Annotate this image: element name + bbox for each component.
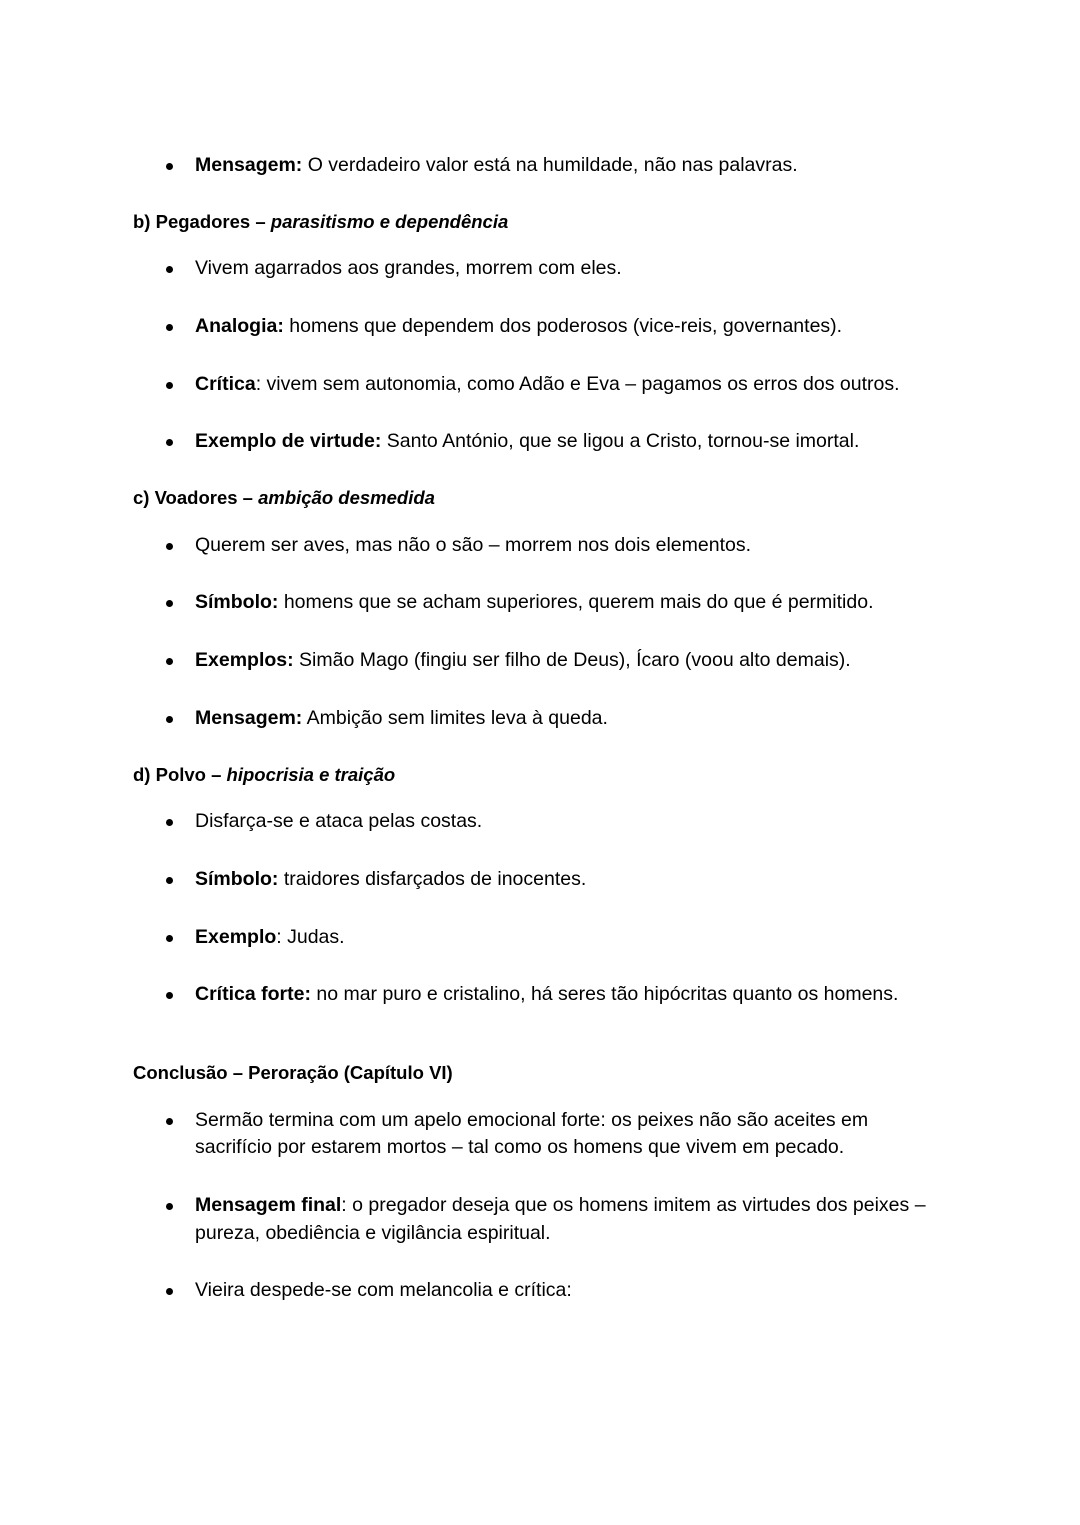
list-item [133, 1107, 945, 1162]
list-item [133, 371, 945, 399]
list-item-lead: Mensagem: [195, 154, 303, 176]
heading-text: Conclusão – Peroração (Capítulo VI) [133, 1061, 453, 1083]
list-item [133, 866, 945, 894]
heading-text: d) Polvo – [133, 763, 227, 785]
bullets-polvo [133, 808, 945, 1009]
list-item-text: Ambição sem limites leva à queda. [302, 706, 608, 729]
list-item-lead: Analogia: [195, 315, 284, 338]
heading-conclusao [133, 1061, 945, 1085]
list-item-lead: Mensagem: [195, 706, 303, 729]
heading-voadores [133, 486, 945, 510]
list-item-lead: Crítica [195, 372, 256, 395]
document-body [133, 152, 945, 1305]
list-item-lead: Exemplo de virtude: [195, 430, 382, 453]
list-item [133, 647, 945, 675]
list-item-text: no mar puro e cristalino, há seres tão hipócritas quanto os homens. [310, 983, 899, 1006]
heading-pegadores [133, 210, 945, 234]
bullets-voadores [133, 532, 945, 733]
list-item [133, 808, 945, 836]
list-item [133, 255, 945, 283]
list-item-lead: Exemplo [195, 925, 277, 948]
list-item [133, 589, 945, 617]
list-item-text: Santo António, que se ligou a Cristo, tornou-se imortal. [381, 430, 860, 453]
list-item [133, 1277, 945, 1305]
list-item-text: Simão Mago (fingiu ser filho de Deus), Ícaro (voou alto demais). [293, 649, 851, 672]
heading-polvo [133, 763, 945, 787]
list-item-text: Disfarça-se e ataca pelas costas. [195, 810, 483, 833]
list-item [133, 313, 945, 341]
heading-text: b) Pegadores – [133, 210, 271, 232]
list-item-text: : vivem sem autonomia, como Adão e Eva – pagamos os erros dos outros. [255, 372, 900, 395]
list-item [133, 428, 945, 456]
list-item [133, 705, 945, 733]
list-item-text: Querem ser aves, mas não o são – morrem nos dois elementos. [195, 533, 751, 556]
list-item-lead: Exemplos: [195, 649, 294, 672]
list-item [133, 152, 945, 180]
list-item [133, 532, 945, 560]
list-item-text: homens que se acham superiores, querem mais do que é permitido. [278, 591, 874, 614]
list-item-lead: Símbolo: [195, 867, 279, 890]
heading-emphasis: ambição desmedida [258, 487, 435, 509]
heading-text: c) Voadores – [133, 487, 259, 509]
list-item-text: traidores disfarçados de inocentes. [278, 867, 587, 890]
list-item-lead: Crítica forte: [195, 983, 311, 1006]
list-item-text: homens que dependem dos poderosos (vice-reis, governantes). [283, 315, 843, 338]
list-item [133, 924, 945, 952]
heading-emphasis: parasitismo e dependência [270, 210, 509, 232]
list-item-lead: Símbolo: [195, 591, 279, 614]
list-item-text: Vieira despede-se com melancolia e crítica: [195, 1279, 572, 1302]
list-item-text: O verdadeiro valor está na humildade, não nas palavras. [302, 154, 798, 176]
bullets-pegadores [133, 255, 945, 456]
bullets-intro [133, 152, 945, 180]
bullets-conclusao [133, 1107, 945, 1305]
list-item-text: : o pregador deseja que os homens imitem as virtudes dos peixes – pureza, obediência e vigilância espiritual. [195, 1194, 926, 1244]
heading-emphasis: hipocrisia e traição [226, 763, 396, 785]
list-item-text: Vivem agarrados aos grandes, morrem com eles. [195, 257, 622, 280]
list-item-lead: Mensagem final [195, 1194, 342, 1216]
list-item [133, 981, 945, 1009]
list-item-text: Sermão termina com um apelo emocional forte: os peixes não são aceites em sacrifício por estarem mortos – tal como os homens que vivem em pecado. [195, 1108, 869, 1159]
list-item-text: : Judas. [276, 925, 345, 948]
list-item [133, 1192, 945, 1247]
